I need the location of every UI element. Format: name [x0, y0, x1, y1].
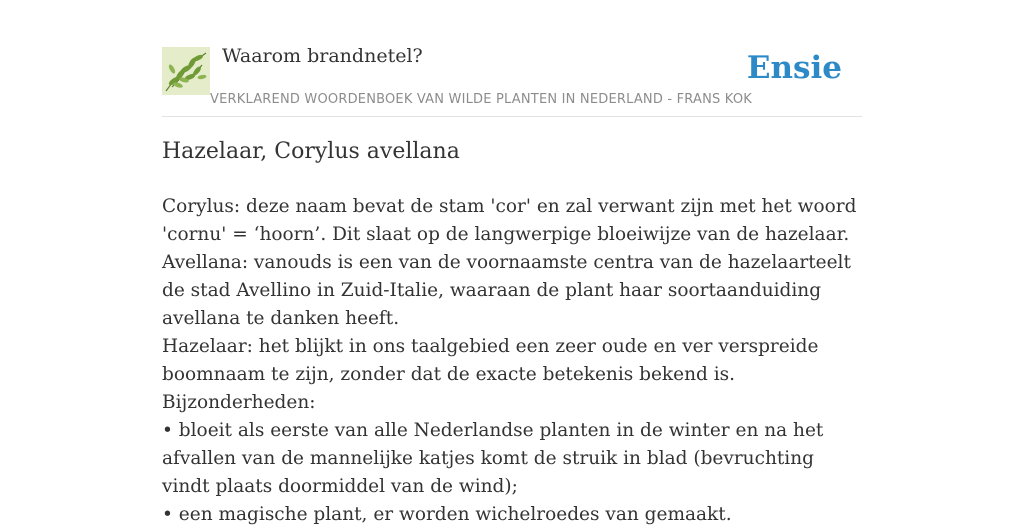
question-title-link[interactable]: Waarom brandnetel? [222, 45, 423, 67]
bullet-item: • bloeit als eerste van alle Nederlandse planten in de winter en na het afvallen van de mannelijke katjes komt de struik in blad (bevruchting vindt plaats doormiddel van de wind); [162, 420, 824, 497]
source-label[interactable]: VERKLAREND WOORDENBOEK VAN WILDE PLANTEN IN NEDERLAND - FRANS KOK [210, 92, 752, 107]
paragraph-corylus: Corylus: deze naam bevat de stam 'cor' en zal verwant zijn met het woord 'cornu' = ‘hoorn’. Dit slaat op de langwerpige bloeiwijze van de hazelaar. [162, 196, 857, 245]
paragraph-hazelaar: Hazelaar: het blijkt in ons taalgebied een zeer oude en ver verspreide boomnaam te zijn, zonder dat de exacte betekenis bekend is. [162, 336, 819, 385]
entry-body [162, 193, 862, 529]
leaf-thumbnail-icon[interactable] [162, 47, 210, 95]
brand-logo[interactable]: Ensie [746, 50, 842, 86]
header [162, 44, 862, 117]
bullet-item: • een magische plant, er worden wichelroedes van gemaakt. [162, 504, 732, 525]
entry-title: Hazelaar, Corylus avellana [162, 139, 460, 164]
paragraph-bijzonderheden: Bijzonderheden: [162, 392, 316, 413]
paragraph-avellana: Avellana: vanouds is een van de voornaamste centra van de hazelaarteelt de stad Avellino in Zuid-Italie, waaraan de plant haar soortaanduiding avellana te danken heeft. [162, 252, 851, 329]
